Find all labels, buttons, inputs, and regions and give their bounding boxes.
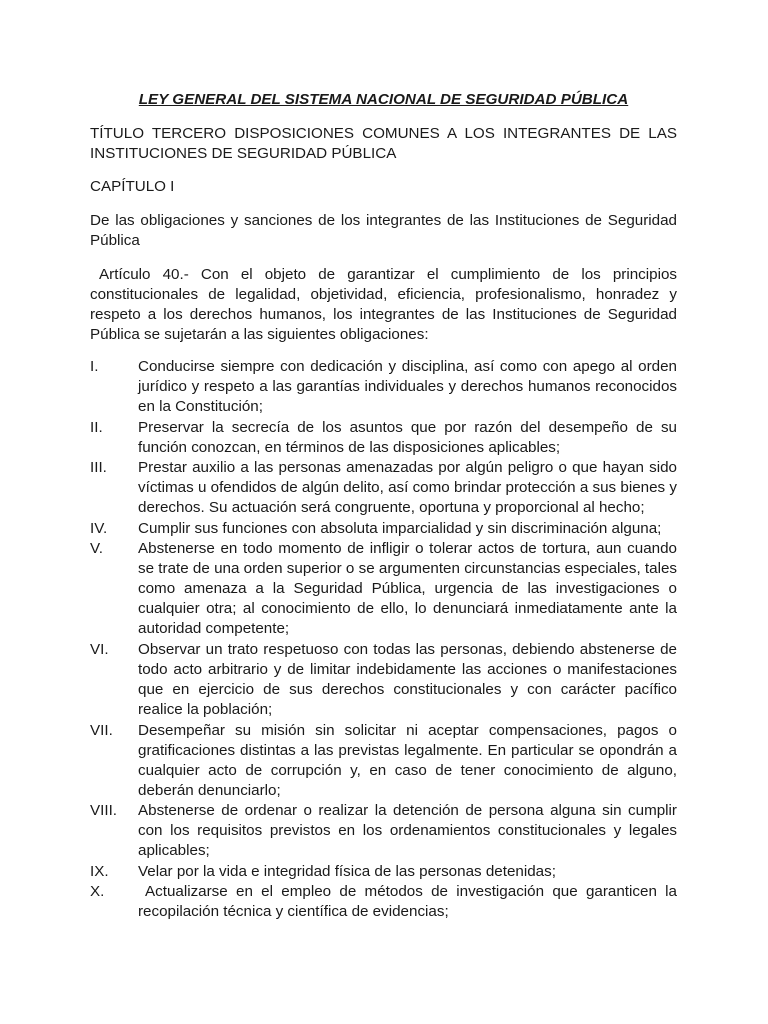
chapter-description: De las obligaciones y sanciones de los integrantes de las Instituciones de Seguridad Pública (90, 212, 677, 249)
list-item-text: Prestar auxilio a las personas amenazadas por algún peligro o que hayan sido víctimas u ofendidos de algún delito, así como brindar protección a sus bienes y derechos. Su actuación será congruente, oportuna y proporcional al hecho; (138, 459, 677, 517)
list-item-numeral: IX. (90, 862, 109, 880)
list-item-text: Abstenerse de ordenar o realizar la detención de persona alguna sin cumplir con los requisitos previstos en los ordenamientos constitucionales y legales aplicables; (138, 802, 677, 860)
article-intro: Artículo 40.- Con el objeto de garantizar el cumplimiento de los principios constitucionales de legalidad, objetividad, eficiencia, profesionalismo, honradez y respeto a los derechos humanos, los integrantes de las Instituciones de Seguridad Pública se sujetarán a las siguientes obligaciones: (90, 266, 677, 343)
list-item-text: Cumplir sus funciones con absoluta imparcialidad y sin discriminación alguna; (138, 519, 662, 537)
list-item-text: Velar por la vida e integridad física de las personas detenidas; (138, 862, 556, 880)
list-item-numeral: VI. (90, 640, 109, 658)
list-item (90, 418, 677, 458)
list-item-numeral: IV. (90, 519, 108, 537)
list-item-numeral: X. (90, 883, 105, 901)
list-item-numeral: II. (90, 418, 103, 436)
list-item (90, 882, 677, 922)
document-title: LEY GENERAL DEL SISTEMA NACIONAL DE SEGURIDAD PÚBLICA (138, 91, 629, 108)
list-item-text: Preservar la secrecía de los asuntos que por razón del desempeño de su función conozcan, en términos de las disposiciones aplicables; (138, 418, 677, 456)
obligations-list (90, 357, 677, 922)
document-page (90, 90, 677, 923)
list-item-text: Actualizarse en el empleo de métodos de investigación que garanticen la recopilación técnica y científica de evidencias; (138, 883, 677, 921)
list-item-numeral: V. (90, 540, 103, 558)
list-item-text: Desempeñar su misión sin solicitar ni aceptar compensaciones, pagos o gratificaciones distintas a las previstas legalmente. En particular se opondrán a cualquier acto de corrupción y, en caso de tener conocimiento de alguno, deberán denunciarlo; (138, 721, 677, 799)
list-item (90, 357, 677, 417)
list-item-numeral: III. (90, 459, 107, 477)
list-item-numeral: VII. (90, 721, 113, 739)
list-item (90, 539, 677, 639)
list-item-text: Abstenerse en todo momento de infligir o tolerar actos de tortura, aun cuando se trate de una orden superior o se argumenten circunstancias especiales, tales como amenaza a la Seguridad Pública, urgencia de las investigaciones o cualquier otra; al conocimiento de ello, lo denunciará inmediatamente ante la autoridad competente; (138, 540, 677, 638)
chapter-heading: CAPÍTULO I (90, 178, 175, 195)
title-section-heading: TÍTULO TERCERO DISPOSICIONES COMUNES A LOS INTEGRANTES DE LAS INSTITUCIONES DE SEGURIDAD PÚBLICA (90, 125, 677, 162)
list-item-numeral: VIII. (90, 802, 118, 820)
list-item (90, 801, 677, 861)
list-item-text: Conducirse siempre con dedicación y disciplina, así como con apego al orden jurídico y respeto a las garantías individuales y derechos humanos reconocidos en la Constitución; (138, 358, 677, 415)
list-item-numeral: I. (90, 358, 99, 375)
list-item (90, 640, 677, 720)
list-item (90, 519, 677, 539)
list-item (90, 721, 677, 801)
list-item-text: Observar un trato respetuoso con todas las personas, debiendo abstenerse de todo acto arbitrario y de limitar indebidamente las acciones o manifestaciones que en ejercicio de sus derechos constitucionales y con carácter pacífico realice la población; (138, 640, 677, 718)
list-item (90, 862, 677, 882)
list-item (90, 458, 677, 518)
